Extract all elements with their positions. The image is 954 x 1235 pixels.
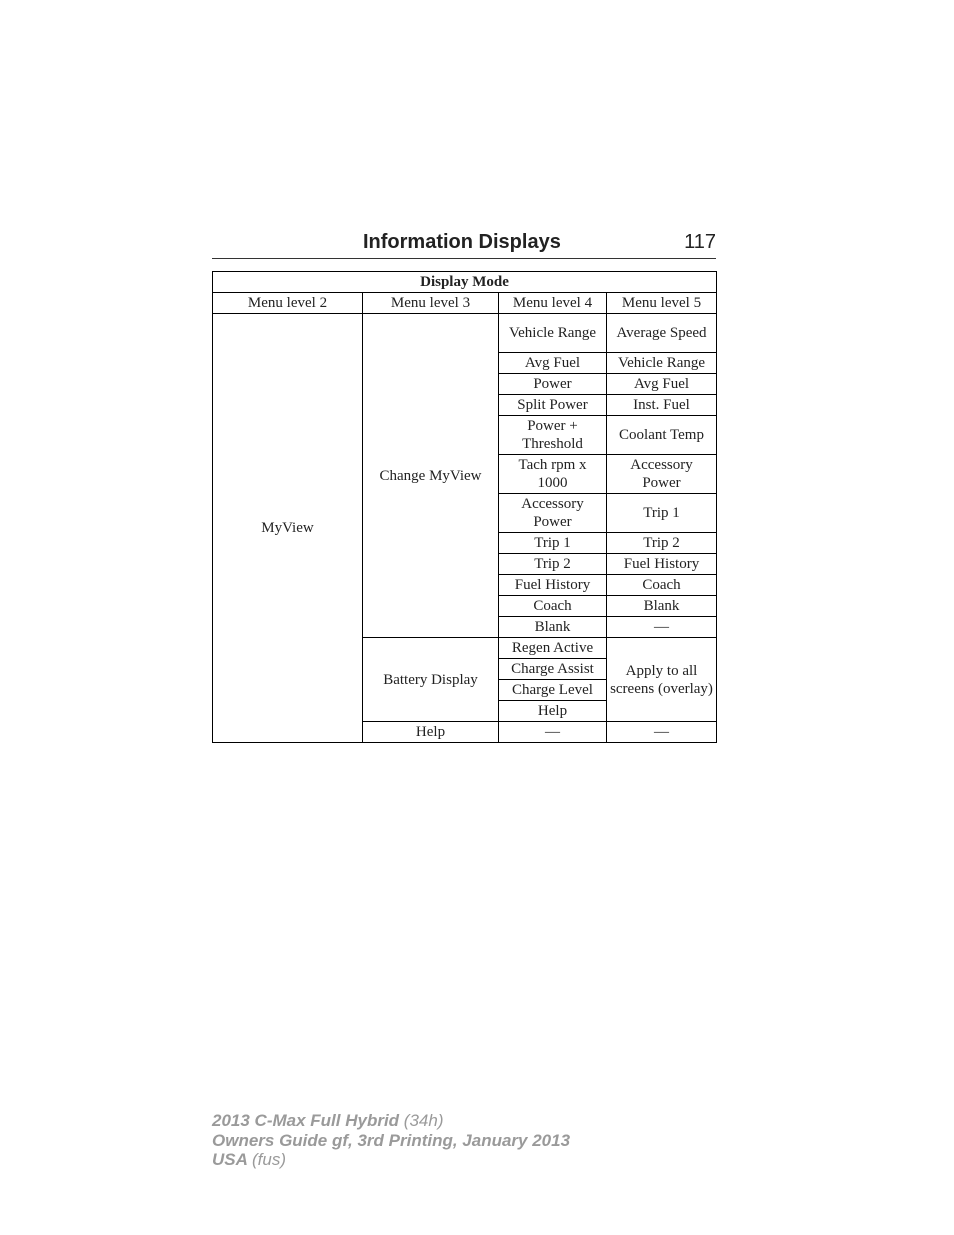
level4-cell: Split Power <box>499 395 607 416</box>
table-caption-row <box>213 272 717 293</box>
change-myview-cell: Change MyView <box>363 314 499 638</box>
footer-market-code: (fus) <box>252 1150 286 1169</box>
column-header: Menu level 3 <box>363 293 499 314</box>
level4-cell: Accessory Power <box>499 494 607 533</box>
help-level3-cell: Help <box>363 722 499 743</box>
page-header <box>212 228 716 259</box>
level4-cell: Charge Assist <box>499 659 607 680</box>
table-caption: Display Mode <box>213 272 717 293</box>
level5-cell: Fuel History <box>607 554 717 575</box>
level4-cell: Coach <box>499 596 607 617</box>
battery-level5-cell: Apply to all screens (overlay) <box>607 638 717 722</box>
table-row <box>213 314 717 353</box>
level4-cell: Power <box>499 374 607 395</box>
level4-cell: Vehicle Range <box>499 314 607 353</box>
column-header: Menu level 4 <box>499 293 607 314</box>
footer-model: 2013 C-Max Full Hybrid <box>212 1111 400 1130</box>
level4-cell: Trip 2 <box>499 554 607 575</box>
section-title: Information Displays <box>363 231 561 253</box>
display-mode-table <box>212 271 717 743</box>
footer-line-2: Owners Guide gf, 3rd Printing, January 2013 <box>212 1130 571 1150</box>
page-number: 117 <box>684 231 716 253</box>
level5-cell: Coolant Temp <box>607 416 717 455</box>
level4-cell: Help <box>499 701 607 722</box>
level5-cell: — <box>607 722 717 743</box>
level4-cell: Power + Threshold <box>499 416 607 455</box>
footer-line-3 <box>212 1150 570 1170</box>
level5-cell: Blank <box>607 596 717 617</box>
level4-cell: Regen Active <box>499 638 607 659</box>
battery-display-cell: Battery Display <box>363 638 499 722</box>
footer-line-1 <box>212 1111 570 1131</box>
column-header: Menu level 5 <box>607 293 717 314</box>
level5-cell: Accessory Power <box>607 455 717 494</box>
level4-cell: Avg Fuel <box>499 353 607 374</box>
level4-cell: Tach rpm x 1000 <box>499 455 607 494</box>
myview-cell: MyView <box>213 314 363 743</box>
level5-cell: Average Speed <box>607 314 717 353</box>
level4-cell: Fuel History <box>499 575 607 596</box>
table-header-row <box>213 293 717 314</box>
level5-cell: Trip 1 <box>607 494 717 533</box>
level5-cell: Vehicle Range <box>607 353 717 374</box>
level4-cell: Blank <box>499 617 607 638</box>
level5-cell: Avg Fuel <box>607 374 717 395</box>
level4-cell: — <box>499 722 607 743</box>
level4-cell: Charge Level <box>499 680 607 701</box>
footer-market: USA <box>212 1150 248 1169</box>
column-header: Menu level 2 <box>213 293 363 314</box>
level5-cell: Coach <box>607 575 717 596</box>
level5-cell: Inst. Fuel <box>607 395 717 416</box>
level5-cell: Trip 2 <box>607 533 717 554</box>
level4-cell: Trip 1 <box>499 533 607 554</box>
level5-cell: — <box>607 617 717 638</box>
page-footer <box>212 1111 570 1170</box>
footer-model-code: (34h) <box>403 1111 444 1130</box>
